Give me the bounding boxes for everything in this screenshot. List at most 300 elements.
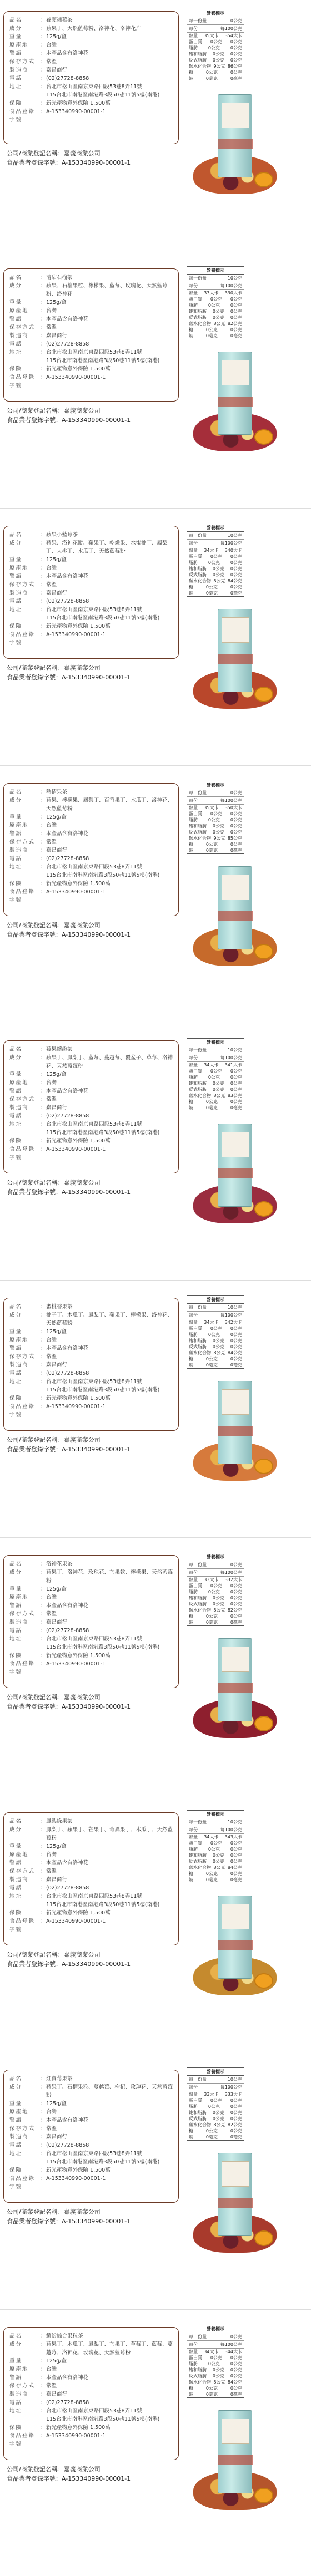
nutrient-name: 蛋白質: [189, 2355, 202, 2360]
info-row-maker: [9, 332, 173, 340]
info-value-storage: 常溫: [46, 1611, 57, 1617]
nutrient-per100: 0公克: [230, 1583, 242, 1588]
registration-line: 食品業者登錄字號：A-153340990-00001-1: [7, 159, 131, 166]
nutrition-row: [187, 2104, 244, 2110]
nutrition-row: [187, 553, 244, 560]
nutrition-row: [187, 302, 244, 308]
info-colon: ：: [41, 2391, 46, 2397]
info-value-name: 鳳梨綠果茶: [46, 1818, 73, 1825]
nutrition-serving-row: [187, 275, 244, 282]
nutrient-per100: 333大卡: [224, 2092, 242, 2097]
nutrient-per100: 0公克: [230, 2110, 242, 2115]
info-label: 地址: [9, 349, 23, 355]
per-100-label: 每100公克: [220, 1055, 242, 1060]
nutrient-serving: 0公克: [208, 1589, 220, 1594]
info-value-warning: 本產品含有洛神花: [46, 831, 89, 837]
nutrient-serving: 34大卡: [204, 1320, 219, 1325]
nutrient-name: 碳水化合物: [189, 578, 211, 583]
nutrient-per100: 0毫克: [230, 76, 242, 81]
info-row-ingredients: [9, 1568, 173, 1585]
info-value-registration: A-153340990-00001-1: [46, 1661, 106, 1667]
nutrient-name: 熱量: [189, 291, 198, 296]
nutrition-row: [187, 308, 244, 314]
company-name: 公司/商業登記名稱：嘉義商業公司: [7, 150, 101, 157]
nutrient-name: 碳水化合物: [189, 836, 211, 841]
nutrient-per100: 0公克: [230, 842, 242, 847]
info-row-phone: [9, 1112, 173, 1120]
nutrient-name: 鈉: [189, 1877, 193, 1882]
info-row-address2: [9, 1129, 173, 1137]
info-label: 保存方式: [9, 2383, 36, 2389]
info-value-insurance: 新光產物意外保險 1,500萬: [46, 1910, 111, 1916]
per-100-label: 每100公克: [220, 26, 242, 31]
company-name: 公司/商業登記名稱：嘉義商業公司: [7, 1951, 101, 1958]
info-colon: ：: [41, 1586, 46, 1592]
nutrient-name: 蛋白質: [189, 1583, 202, 1588]
nutrition-title: 營養標示: [187, 2325, 244, 2333]
info-value-maker: 嘉昌商行: [46, 1362, 68, 1368]
nutrient-per100: 0公克: [230, 309, 242, 314]
info-row-address2: [9, 1386, 173, 1394]
info-colon: ：: [41, 1868, 46, 1874]
nutrient-serving: 0毫克: [205, 848, 218, 853]
nutrient-name: 飽和脂肪: [189, 1081, 207, 1086]
info-label: 製造商: [9, 1619, 29, 1625]
info-label: 電話: [9, 1885, 23, 1891]
info-row-name: [9, 273, 173, 282]
seal-badge-icon: [254, 687, 273, 702]
per-label: 每份: [189, 2342, 198, 2347]
info-row-phone: [9, 74, 173, 83]
nutrition-table: [187, 781, 244, 854]
info-colon: ：: [41, 2109, 46, 2115]
serving-value: 10公克: [227, 790, 242, 795]
tea-box-image: [218, 866, 252, 949]
serving-value: 10公克: [227, 1820, 242, 1825]
info-colon: ：: [41, 864, 46, 870]
info-row-insurance: [9, 1137, 173, 1145]
info-label-blank: [9, 2158, 41, 2166]
info-label: 保存方式: [9, 59, 36, 65]
nutrition-row: [187, 1319, 244, 1325]
info-label: 警語: [9, 2117, 23, 2123]
nutrition-serving-row: [187, 789, 244, 797]
nutrition-row: [187, 2122, 244, 2128]
info-label-blank: [9, 357, 41, 365]
nutrient-serving: 0公克: [205, 1356, 218, 1361]
section-divider: [0, 2309, 311, 2310]
info-value-registration: A-153340990-00001-1: [46, 1146, 106, 1152]
nutrition-row: [187, 841, 244, 847]
info-value-weight: 125g/盒: [46, 557, 67, 563]
info-label: 重量: [9, 1071, 23, 1078]
nutrient-per100: 0公克: [230, 303, 242, 308]
nutrient-name: 熱量: [189, 548, 198, 553]
product-photo: [193, 89, 277, 205]
nutrient-per100: 0毫克: [230, 848, 242, 853]
product-photo: [193, 2405, 277, 2521]
info-label: 品名: [9, 275, 23, 281]
info-value-insurance: 新光產物意外保險 1,500萬: [46, 366, 111, 372]
nutrition-row: [187, 2391, 244, 2397]
nutrient-serving: 0公克: [212, 1344, 224, 1349]
info-value-phone: (02)27728-8858: [46, 341, 89, 347]
serving-label: 每一份量: [189, 1820, 207, 1825]
nutrient-per100: 0公克: [230, 2128, 242, 2133]
nutrition-row: [187, 2134, 244, 2140]
info-value-phone: (02)27728-8858: [46, 1628, 89, 1634]
nutrient-per100: 332大卡: [224, 1577, 242, 1582]
info-row-ingredients: [9, 796, 173, 813]
nutrition-per-row: [187, 1826, 244, 1834]
info-label: 食品登錄字號: [9, 1918, 36, 1933]
company-name: 公司/商業登記名稱：嘉義商業公司: [7, 1179, 101, 1186]
nutrition-row: [187, 2097, 244, 2104]
product-section: [0, 1801, 311, 2056]
info-colon: ：: [41, 797, 46, 804]
info-colon: ：: [41, 565, 46, 571]
nutrient-serving: 33大卡: [204, 2092, 219, 2097]
info-row-origin: [9, 1336, 173, 1344]
serving-value: 10公克: [227, 533, 242, 538]
nutrient-serving: 0公克: [208, 817, 220, 822]
info-row-storage: [9, 1610, 173, 1618]
nutrition-serving-row: [187, 2333, 244, 2341]
info-colon-blank: [41, 2158, 46, 2166]
info-label: 重量: [9, 814, 23, 820]
nutrient-name: 飽和脂肪: [189, 566, 207, 571]
info-label: 原產地: [9, 822, 29, 829]
info-row-phone: [9, 597, 173, 606]
info-colon: ：: [41, 1860, 46, 1866]
nutrient-per100: 85公克: [227, 836, 242, 841]
info-label: 成分: [9, 540, 23, 546]
nutrition-row: [187, 1086, 244, 1093]
info-row-registration: [9, 1145, 173, 1162]
info-value-maker: 嘉昌商行: [46, 590, 68, 596]
nutrient-serving: 0公克: [205, 2386, 218, 2391]
info-colon: ：: [41, 1918, 46, 1924]
info-colon: ：: [41, 1329, 46, 1335]
info-row-maker: [9, 589, 173, 597]
info-label: 重量: [9, 34, 23, 40]
info-colon: ：: [41, 1603, 46, 1609]
nutrient-per100: 0公克: [230, 824, 242, 829]
nutrient-name: 飽和脂肪: [189, 1596, 207, 1601]
info-label: 保存方式: [9, 1354, 36, 1360]
nutrient-per100: 340大卡: [224, 548, 242, 553]
company-block: [7, 663, 131, 682]
info-value-name: 莓果繽紛茶: [46, 1046, 73, 1053]
nutrition-title: 營養標示: [187, 1811, 244, 1818]
nutrient-serving: 0毫克: [205, 591, 218, 596]
per-100-label: 每100公克: [220, 283, 242, 288]
nutrient-name: 碳水化合物: [189, 321, 211, 326]
nutrition-row: [187, 2349, 244, 2355]
info-row-name: [9, 1817, 173, 1826]
info-colon: ：: [41, 856, 46, 862]
nutrient-per100: 343大卡: [224, 1835, 242, 1840]
nutrition-row: [187, 1105, 244, 1111]
info-value-warning: 本產品含有洛神花: [46, 1860, 89, 1866]
info-label: 電話: [9, 2142, 23, 2148]
nutrient-serving: 8公克: [213, 1865, 225, 1870]
info-colon: ：: [41, 1893, 46, 1899]
nutrient-serving: 0公克: [212, 2367, 224, 2372]
info-label: 食品登錄字號: [9, 889, 36, 903]
info-label: 重量: [9, 1843, 23, 1850]
tea-box-image: [218, 1638, 252, 1721]
info-row-origin: [9, 2108, 173, 2116]
info-row-address: [9, 606, 173, 614]
nutrient-serving: 0公克: [210, 1583, 222, 1588]
info-label: 保存方式: [9, 1611, 36, 1617]
info-value-address: 台北市松山區南京東路四段53巷8弄11號: [46, 2408, 142, 2414]
nutrient-serving: 0公克: [212, 58, 224, 63]
info-value-origin: 台灣: [46, 565, 57, 571]
info-colon: ：: [41, 607, 46, 613]
box-stripe: [218, 1168, 253, 1178]
info-colon: ：: [41, 1379, 46, 1385]
tea-box-image: [218, 2410, 252, 2493]
nutrition-table: [187, 1038, 244, 1111]
section-divider: [0, 765, 311, 766]
nutrient-serving: 8公克: [213, 1350, 225, 1355]
info-value-origin: 台灣: [46, 1594, 57, 1601]
info-colon-blank: [41, 1643, 46, 1652]
nutrition-row: [187, 2355, 244, 2361]
info-label-blank: [9, 614, 41, 622]
info-colon-blank: [41, 1901, 46, 1909]
nutrition-row: [187, 566, 244, 572]
info-colon: ：: [41, 1362, 46, 1368]
info-label: 品名: [9, 1304, 23, 1310]
info-colon: ：: [41, 1304, 46, 1310]
info-row-address: [9, 2407, 173, 2415]
product-section: [0, 1287, 311, 1542]
info-label: 地址: [9, 84, 23, 90]
nutrition-row: [187, 1356, 244, 1362]
nutrient-serving: 0毫克: [205, 76, 218, 81]
nutrient-per100: 0毫克: [230, 1877, 242, 1882]
info-row-registration: [9, 2432, 173, 2448]
nutrition-row: [187, 290, 244, 296]
nutrition-title: 營養標示: [187, 1553, 244, 1561]
info-value-registration: A-153340990-00001-1: [46, 2433, 106, 2439]
box-label-image: [222, 2419, 249, 2444]
info-value-warning: 本產品含有洛神花: [46, 1345, 89, 1351]
nutrient-per100: 0公克: [230, 830, 242, 835]
nutrition-row: [187, 45, 244, 51]
info-value-insurance: 新光產物意外保險 1,500萬: [46, 2167, 111, 2173]
tea-box-image: [218, 1124, 252, 1207]
nutrient-per100: 0公克: [230, 2361, 242, 2366]
serving-value: 10公克: [227, 1562, 242, 1567]
nutrient-serving: 0公克: [205, 1871, 218, 1876]
product-section: [0, 2316, 311, 2571]
info-row-ingredients: [9, 539, 173, 556]
info-value-address: 台北市松山區南京東路四段53巷8弄11號: [46, 1121, 142, 1127]
info-value-warning: 本產品含有洛神花: [46, 1088, 89, 1094]
info-label: 成分: [9, 283, 23, 289]
nutrient-name: 脂肪: [189, 2104, 198, 2109]
box-label-image: [222, 360, 249, 385]
nutrition-row: [187, 1601, 244, 1607]
info-row-ingredients: [9, 282, 173, 298]
info-row-weight: [9, 556, 173, 564]
info-label: 保險: [9, 2167, 23, 2173]
info-row-storage: [9, 838, 173, 846]
nutrient-per100: 82公克: [227, 1608, 242, 1613]
nutrition-table: [187, 1295, 244, 1369]
nutrient-name: 熱量: [189, 1835, 198, 1840]
info-value-insurance: 新光產物意外保險 1,500萬: [46, 1653, 111, 1659]
info-label: 品名: [9, 2333, 23, 2339]
info-value-address: 台北市松山區南京東路四段53巷8弄11號: [46, 607, 142, 613]
company-name: 公司/商業登記名稱：嘉義商業公司: [7, 407, 101, 414]
nutrient-per100: 0毫克: [230, 1105, 242, 1110]
info-value-name: 洛神花果茶: [46, 1561, 73, 1567]
info-value-origin: 台灣: [46, 1080, 57, 1086]
box-stripe: [218, 654, 253, 664]
info-value-insurance: 新光產物意外保險 1,500萬: [46, 2425, 111, 2431]
info-row-origin: [9, 1079, 173, 1087]
info-colon: ：: [41, 814, 46, 820]
info-colon: ：: [41, 1138, 46, 1144]
info-label: 製造商: [9, 67, 29, 73]
nutrient-per100: 0公克: [230, 1081, 242, 1086]
info-value-weight: 125g/盒: [46, 814, 67, 820]
nutrition-table: [187, 2067, 244, 2141]
nutrient-serving: 0公克: [208, 2361, 220, 2366]
info-colon: ：: [41, 333, 46, 339]
info-label: 品名: [9, 789, 23, 795]
nutrient-name: 碳水化合物: [189, 2122, 211, 2127]
nutrition-row: [187, 63, 244, 69]
info-colon: ：: [41, 889, 46, 895]
info-row-insurance: [9, 2423, 173, 2432]
nutrition-row: [187, 1852, 244, 1858]
info-colon: ：: [41, 2126, 46, 2132]
company-block: [7, 149, 131, 167]
nutrient-per100: 0毫克: [230, 591, 242, 596]
info-colon: ：: [41, 84, 46, 90]
info-colon: ：: [41, 100, 46, 106]
info-row-weight: [9, 2100, 173, 2108]
nutrient-per100: 0公克: [230, 1841, 242, 1846]
box-stripe: [218, 911, 253, 921]
product-photo: [193, 1890, 277, 2006]
info-colon: ：: [41, 1096, 46, 1102]
info-row-warning: [9, 2116, 173, 2125]
nutrient-serving: 0公克: [212, 1087, 224, 1092]
nutrition-table: [187, 266, 244, 339]
product-info-card: [3, 526, 179, 659]
nutrient-serving: 0公克: [212, 566, 224, 571]
info-row-origin: [9, 821, 173, 830]
info-row-name: [9, 2332, 173, 2340]
nutrient-name: 熱量: [189, 805, 198, 810]
info-row-phone: [9, 2399, 173, 2407]
info-value-address2: 115台北市南港區南港路3段50巷11號5樓(南港): [46, 2159, 160, 2165]
nutrient-name: 蛋白質: [189, 811, 202, 816]
nutrient-name: 脂肪: [189, 1075, 198, 1080]
info-row-registration: [9, 1660, 173, 1676]
info-value-warning: 本產品含有洛神花: [46, 50, 89, 57]
nutrition-table: [187, 1810, 244, 1883]
nutrient-serving: 0公克: [205, 585, 218, 590]
serving-label: 每一份量: [189, 790, 207, 795]
nutrient-serving: 0公克: [212, 2116, 224, 2121]
info-label-blank: [9, 1643, 41, 1652]
info-colon: ：: [41, 1113, 46, 1119]
info-colon: ：: [41, 2151, 46, 2157]
nutrient-per100: 0公克: [230, 1853, 242, 1858]
nutrition-row: [187, 57, 244, 63]
info-label: 警語: [9, 1603, 23, 1609]
info-row-storage: [9, 1095, 173, 1104]
nutrient-name: 碳水化合物: [189, 1865, 211, 1870]
info-value-origin: 台灣: [46, 2366, 57, 2372]
nutrient-name: 脂肪: [189, 560, 198, 565]
nutrition-row: [187, 1332, 244, 1338]
info-colon-blank: [41, 614, 46, 622]
nutrient-serving: 0公克: [212, 1081, 224, 1086]
nutrition-title: 營養標示: [187, 2068, 244, 2076]
info-row-weight: [9, 813, 173, 821]
per-100-label: 每100公克: [220, 2085, 242, 2090]
serving-label: 每一份量: [189, 1562, 207, 1567]
nutrient-name: 糖: [189, 2128, 193, 2133]
info-label: 警語: [9, 1088, 23, 1094]
per-100-label: 每100公克: [220, 1827, 242, 1832]
info-colon: ：: [41, 1354, 46, 1360]
box-label-image: [222, 875, 249, 900]
info-row-registration: [9, 1403, 173, 1419]
info-value-warning: 本產品含有洛神花: [46, 2375, 89, 2381]
info-value-registration: A-153340990-00001-1: [46, 889, 106, 895]
info-row-warning: [9, 1859, 173, 1867]
nutrient-name: 鈉: [189, 591, 193, 596]
nutrient-per100: 0公克: [230, 560, 242, 565]
nutrient-per100: 0公克: [230, 1069, 242, 1074]
info-colon: ：: [41, 2408, 46, 2414]
info-value-warning: 本產品含有洛神花: [46, 1603, 89, 1609]
nutrient-serving: 0毫克: [205, 333, 218, 338]
info-row-weight: [9, 1328, 173, 1336]
tea-box-image: [218, 94, 252, 177]
nutrient-name: 碳水化合物: [189, 2380, 211, 2385]
info-value-warning: 本產品含有洛神花: [46, 316, 89, 322]
seal-badge-icon: [254, 944, 273, 959]
info-colon: ：: [41, 1146, 46, 1152]
info-colon: ：: [41, 1818, 46, 1825]
info-value-insurance: 新光產物意外保險 1,500萬: [46, 881, 111, 887]
info-colon: ：: [41, 1337, 46, 1343]
registration-line: 食品業者登錄字號：A-153340990-00001-1: [7, 1446, 131, 1453]
serving-value: 10公克: [227, 2077, 242, 2082]
nutrient-name: 糖: [189, 327, 193, 332]
nutrient-serving: 0公克: [212, 1338, 224, 1343]
info-row-address2: [9, 357, 173, 365]
nutrient-name: 熱量: [189, 1320, 198, 1325]
nutrient-serving: 0毫克: [205, 2392, 218, 2397]
nutrition-row: [187, 1338, 244, 1344]
info-value-address2: 115台北市南港區南港路3段50巷11號5樓(南港): [46, 1130, 160, 1136]
info-colon: ：: [41, 1395, 46, 1401]
nutrient-name: 反式脂肪: [189, 2374, 207, 2379]
info-row-address: [9, 1635, 173, 1643]
